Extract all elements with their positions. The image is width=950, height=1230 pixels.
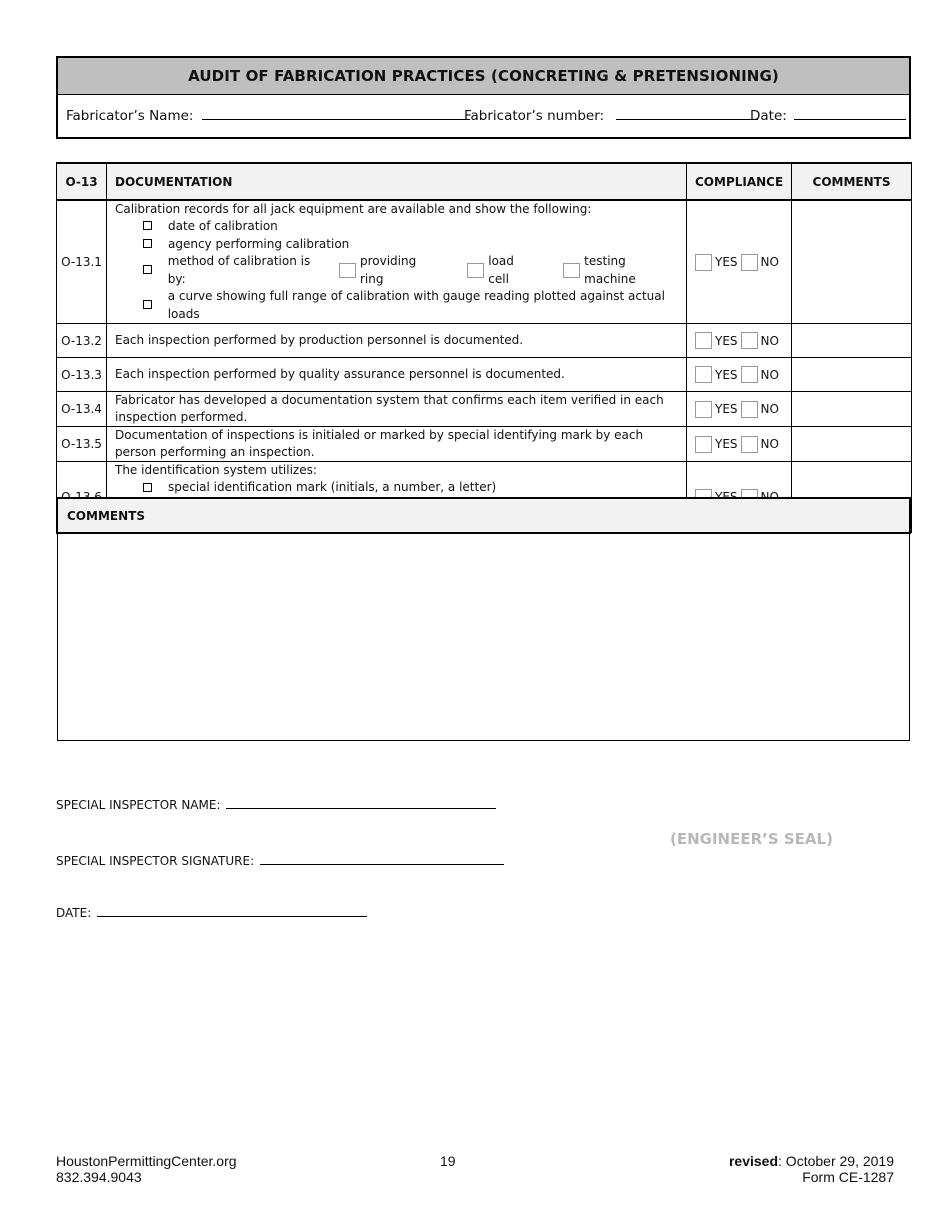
compliance-cell xyxy=(687,427,792,462)
yes-label: YES xyxy=(715,402,738,416)
bullet-checkbox-icon xyxy=(143,239,152,248)
form-id: Form CE-1287 xyxy=(802,1169,894,1185)
inspector-signature-input[interactable] xyxy=(260,851,504,865)
row-text: Calibration records for all jack equipment are available and show the following: xyxy=(115,202,592,216)
no-checkbox[interactable] xyxy=(741,254,758,271)
table-row xyxy=(57,358,912,392)
col-code: O-13 xyxy=(57,163,107,200)
comments-textarea[interactable] xyxy=(57,534,910,741)
fabricator-number-label: Fabricator’s number: xyxy=(464,108,605,124)
inspector-name-input[interactable] xyxy=(226,795,496,809)
table-row xyxy=(57,324,912,358)
yes-checkbox[interactable] xyxy=(695,332,712,349)
fabricator-fields xyxy=(58,95,909,139)
footer-website: HoustonPermittingCenter.org xyxy=(56,1153,237,1169)
fabricator-number-field xyxy=(464,106,758,124)
bullet-checkbox-icon xyxy=(143,221,152,230)
yes-label: YES xyxy=(715,255,738,269)
row-code: O-13.4 xyxy=(57,392,107,427)
comments-cell[interactable] xyxy=(792,324,912,358)
inspector-signature-label: SPECIAL INSPECTOR SIGNATURE: xyxy=(56,854,255,868)
col-compliance: COMPLIANCE xyxy=(687,163,792,200)
comments-heading: COMMENTS xyxy=(56,497,911,534)
list-item xyxy=(115,253,678,288)
row-text: The identification system utilizes: xyxy=(115,463,317,478)
form-title: AUDIT OF FABRICATION PRACTICES (CONCRETING & PRETENSIONING) xyxy=(58,58,909,95)
footer-revised xyxy=(729,1153,894,1169)
row-text: Each inspection performed by production personnel is documented. xyxy=(107,324,687,358)
footer-right xyxy=(729,1153,894,1185)
list-item: agency performing calibration xyxy=(115,236,678,254)
row-text: Documentation of inspections is initialed or marked by special identifying mark by each person performing an inspection. xyxy=(107,427,687,462)
signature-date-input[interactable] xyxy=(97,903,367,917)
testing-machine-label: testing machine xyxy=(584,254,636,286)
compliance-cell xyxy=(687,324,792,358)
comments-cell[interactable] xyxy=(792,392,912,427)
providing-ring-checkbox[interactable] xyxy=(339,263,356,278)
no-label: NO xyxy=(760,255,779,269)
documentation-table xyxy=(56,162,912,533)
inspector-name-label: SPECIAL INSPECTOR NAME: xyxy=(56,798,221,812)
no-label: NO xyxy=(760,437,779,451)
yes-checkbox[interactable] xyxy=(695,436,712,453)
engineer-seal-placeholder: (ENGINEER’S SEAL) xyxy=(670,830,833,848)
date-label: Date: xyxy=(750,108,787,124)
no-checkbox[interactable] xyxy=(741,401,758,418)
no-checkbox[interactable] xyxy=(741,366,758,383)
footer-phone: 832.394.9043 xyxy=(56,1169,142,1185)
no-checkbox[interactable] xyxy=(741,436,758,453)
col-comments: COMMENTS xyxy=(792,163,912,200)
compliance-cell xyxy=(687,392,792,427)
row-description xyxy=(107,200,687,324)
compliance-cell xyxy=(687,358,792,392)
page-number: 19 xyxy=(440,1153,456,1169)
col-documentation: DOCUMENTATION xyxy=(107,163,687,200)
method-label: method of calibration is by: xyxy=(167,254,311,286)
compliance-cell xyxy=(687,200,792,324)
no-label: NO xyxy=(760,402,779,416)
date-field xyxy=(750,106,906,124)
table-header-row xyxy=(57,163,912,200)
fabricator-name-input[interactable] xyxy=(202,106,470,120)
row-code: O-13.1 xyxy=(57,200,107,324)
table-row xyxy=(57,200,912,324)
comments-cell[interactable] xyxy=(792,427,912,462)
row-text: Fabricator has developed a documentation system that confirms each item verified in each inspection performed. xyxy=(107,392,687,427)
list-item: special identification mark (initials, a number, a letter) xyxy=(115,479,678,497)
fabricator-number-input[interactable] xyxy=(616,106,758,120)
yes-checkbox[interactable] xyxy=(695,401,712,418)
inspector-signature-field xyxy=(56,851,504,868)
row-code: O-13.5 xyxy=(57,427,107,462)
no-label: NO xyxy=(760,333,779,348)
yes-label: YES xyxy=(715,367,738,382)
date-input[interactable] xyxy=(794,106,906,120)
form-header xyxy=(56,56,911,139)
yes-checkbox[interactable] xyxy=(695,254,712,271)
table-row xyxy=(57,392,912,427)
list-item: a curve showing full range of calibration with gauge reading plotted against actual loads xyxy=(115,288,678,323)
bullet-checkbox-icon xyxy=(143,265,152,274)
yes-checkbox[interactable] xyxy=(695,366,712,383)
footer-left xyxy=(56,1153,237,1185)
comments-cell[interactable] xyxy=(792,200,912,324)
bullet-checkbox-icon xyxy=(143,483,152,492)
row-code: O-13.3 xyxy=(57,358,107,392)
load-cell-checkbox[interactable] xyxy=(467,263,484,278)
signature-date-field xyxy=(56,903,367,920)
fabricator-name-field xyxy=(66,106,470,124)
row-code: O-13.2 xyxy=(57,324,107,358)
signature-date-label: DATE: xyxy=(56,906,92,920)
yes-label: YES xyxy=(715,333,738,348)
row-text: Each inspection performed by quality assurance personnel is documented. xyxy=(107,358,687,392)
fabricator-name-label: Fabricator’s Name: xyxy=(66,108,194,124)
comments-cell[interactable] xyxy=(792,358,912,392)
bullet-checkbox-icon xyxy=(143,300,152,309)
table-row xyxy=(57,427,912,462)
no-checkbox[interactable] xyxy=(741,332,758,349)
list-item: date of calibration xyxy=(115,218,678,236)
revised-label: revised xyxy=(728,1153,779,1169)
load-cell-label: load cell xyxy=(488,254,514,286)
revised-date: : October 29, 2019 xyxy=(778,1153,894,1169)
inspector-name-field xyxy=(56,795,496,812)
no-label: NO xyxy=(760,367,779,382)
testing-machine-checkbox[interactable] xyxy=(563,263,580,278)
yes-label: YES xyxy=(715,437,738,451)
providing-ring-label: providing ring xyxy=(359,254,417,286)
